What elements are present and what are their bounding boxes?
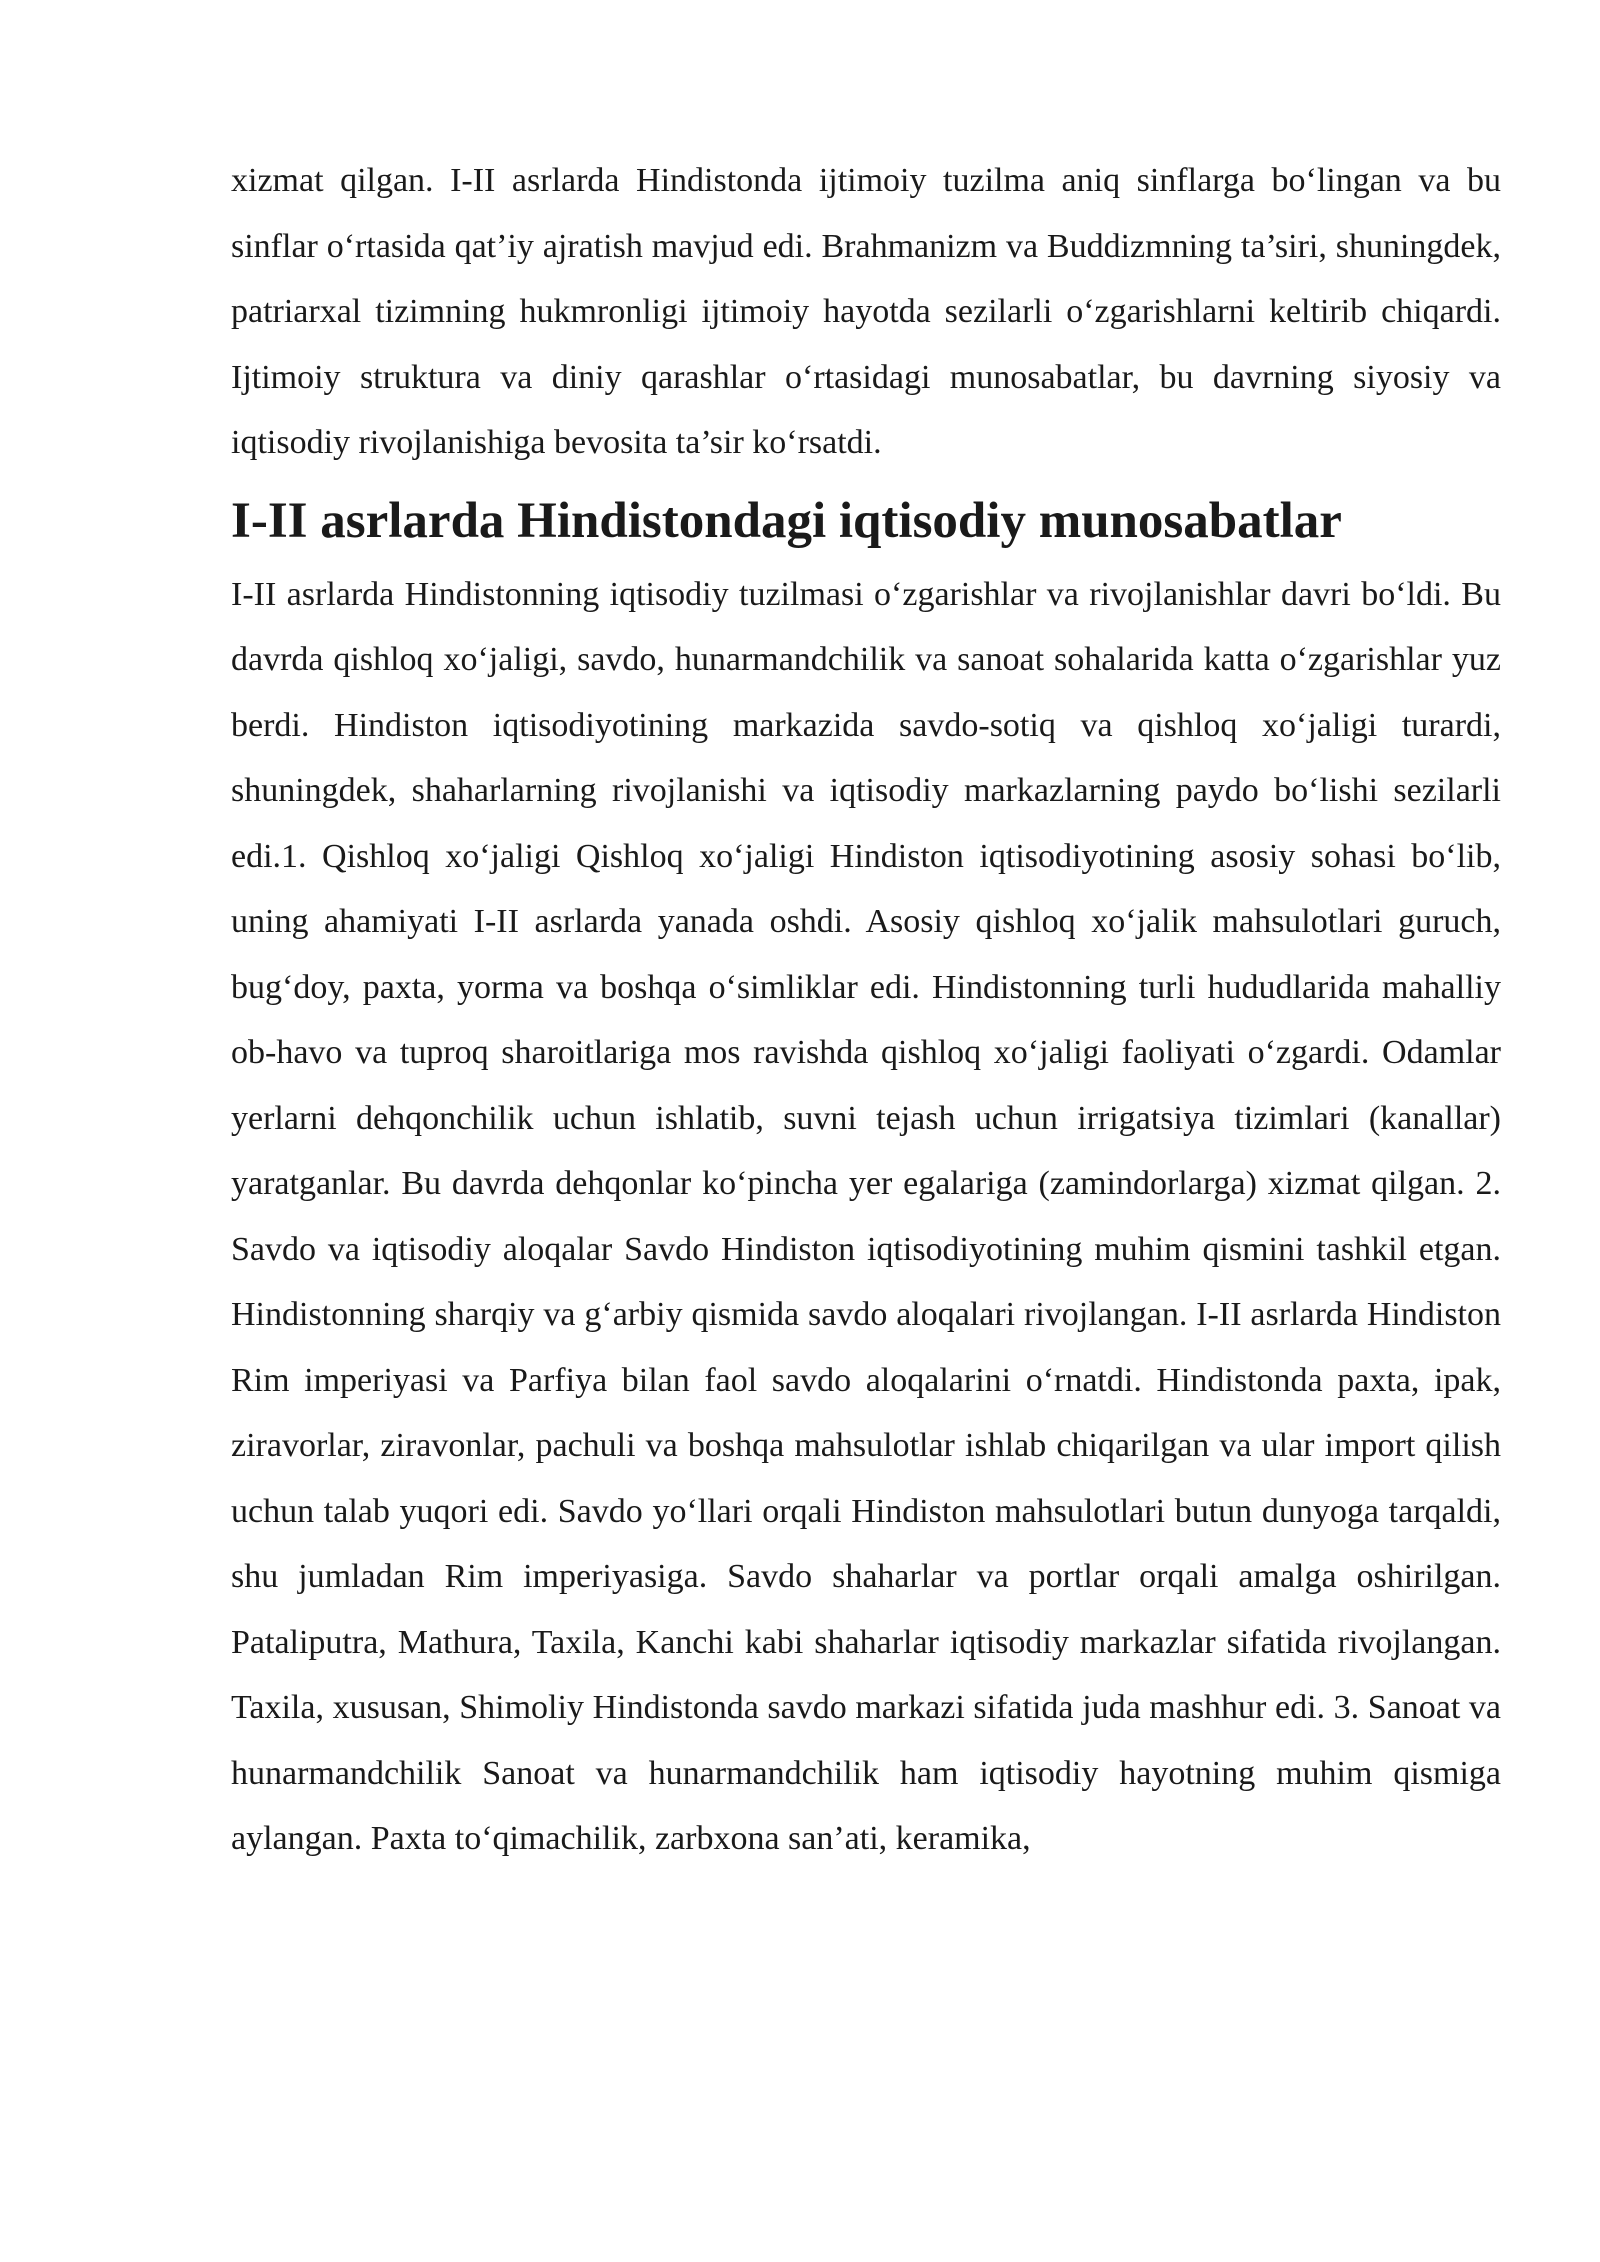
- section-heading: I-II asrlarda Hindistondagi iqtisodiy munosabatlar: [231, 492, 1342, 549]
- body-paragraph-economy: I-II asrlarda Hindistonning iqtisodiy tuzilmasi o‘zgarishlar va rivojlanishlar davri bo‘ldi. Bu davrda qishloq xo‘jaligi, savdo, hunarmandchilik va sanoat sohalarida katta o‘zgarishlar yuz berdi. Hindiston iqtisodiyotining markazida savdo-sotiq va qishloq xo‘jaligi turardi, shuningdek, shaharlarning rivojlanishi va iqtisodiy markazlarning paydo bo‘lishi sezilarli edi.1. Qishloq xo‘jaligi Qishloq xo‘jaligi Hindiston iqtisodiyotining asosiy sohasi bo‘lib, uning ahamiyati I-II asrlarda yanada oshdi. Asosiy qishloq xo‘jalik mahsulotlari guruch, bug‘doy, paxta, yorma va boshqa o‘simliklar edi. Hindistonning turli hududlarida mahalliy ob-havo va tuproq sharoitlariga mos ravishda qishloq xo‘jaligi faoliyati o‘zgardi. Odamlar yerlarni dehqonchilik uchun ishlatib, suvni tejash uchun irrigatsiya tizimlari (kanallar) yaratganlar. Bu davrda dehqonlar ko‘pincha yer egalariga (zamindorlarga) xizmat qilgan. 2. Savdo va iqtisodiy aloqalar Savdo Hindiston iqtisodiyotining muhim qismini tashkil etgan. Hindistonning sharqiy va g‘arbiy qismida savdo aloqalari rivojlangan. I-II asrlarda Hindiston Rim imperiyasi va Parfiya bilan faol savdo aloqalarini o‘rnatdi. Hindistonda paxta, ipak, ziravorlar, ziravonlar, pachuli va boshqa mahsulotlar ishlab chiqarilgan va ular import qilish uchun talab yuqori edi. Savdo yo‘llari orqali Hindiston mahsulotlari butun dunyoga tarqaldi, shu jumladan Rim imperiyasiga. Savdo shaharlar va portlar orqali amalga oshirilgan. Pataliputra, Mathura, Taxila, Kanchi kabi shaharlar iqtisodiy markazlar sifatida rivojlangan. Taxila, xususan, Shimoliy Hindistonda savdo markazi sifatida juda mashhur edi. 3. Sanoat va hunarmandchilik Sanoat va hunarmandchilik ham iqtisodiy hayotning muhim qismiga aylangan. Paxta to‘qimachilik, zarbxona san’ati, keramika,: [231, 575, 1501, 1857]
- page-content: [231, 148, 1501, 1872]
- body-paragraph-intro: xizmat qilgan. I-II asrlarda Hindistonda ijtimoiy tuzilma aniq sinflarga bo‘lingan va bu sinflar o‘rtasida qat’iy ajratish mavjud edi. Brahmanizm va Buddizmning ta’siri, shuningdek, patriarxal tizimning hukmronligi ijtimoiy hayotda sezilarli o‘zgarishlarni keltirib chiqardi. Ijtimoiy struktura va diniy qarashlar o‘rtasidagi munosabatlar, bu davrning siyosiy va iqtisodiy rivojlanishiga bevosita ta’sir ko‘rsatdi.: [231, 162, 1501, 461]
